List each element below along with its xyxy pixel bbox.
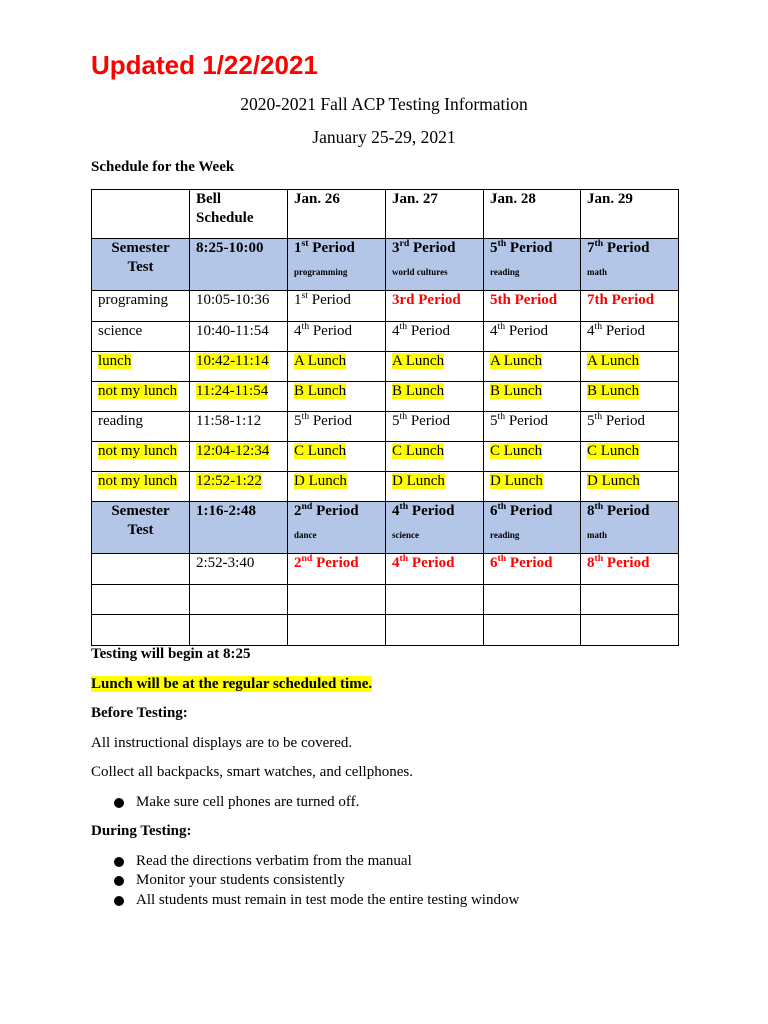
jan-26-cell: [288, 352, 386, 382]
subject-note: world cultures: [392, 267, 448, 277]
list-item: [91, 852, 711, 872]
jan-28-cell: [484, 412, 581, 442]
bell-time: 12:52-1:22: [196, 473, 262, 489]
period-label: Period: [308, 292, 351, 308]
row-semester-test-pm: [92, 502, 679, 554]
column-header-jan-27: [386, 190, 484, 239]
column-header-label: Jan. 27: [392, 191, 438, 207]
empty-cell: [190, 585, 288, 615]
empty-cell: [190, 615, 288, 646]
jan-29-cell: [581, 412, 679, 442]
period-ordinal: th: [497, 238, 507, 249]
bell-time: 10:05-10:36: [196, 292, 270, 308]
empty-cell: [92, 615, 190, 646]
testing-notes: [91, 645, 711, 920]
jan-27-cell: [386, 412, 484, 442]
during-testing-list: [91, 852, 711, 911]
jan-29-cell: [581, 554, 679, 585]
period-number: 5: [587, 413, 595, 429]
schedule-table: [91, 189, 679, 646]
jan-27-cell: [386, 554, 484, 585]
schedule-heading: Schedule for the Week: [91, 159, 235, 175]
jan-28-cell: [484, 502, 581, 554]
jan-26-cell: [288, 291, 386, 322]
empty-cell: [92, 585, 190, 615]
period-number: 1: [294, 240, 302, 256]
activity-cell: [92, 382, 190, 412]
activity-cell: [92, 502, 190, 554]
period-label: Period: [407, 413, 451, 429]
activity-label: science: [98, 323, 143, 339]
bell-time-cell: [190, 472, 288, 502]
before-testing-list: [91, 793, 711, 813]
period-label: Period: [506, 240, 553, 256]
period-label: Period: [312, 555, 359, 571]
updated-date-label: Updated 1/22/2021: [91, 50, 318, 80]
period-label: Period: [309, 323, 353, 339]
bell-time: 11:24-11:54: [196, 383, 269, 399]
bell-time-cell: [190, 442, 288, 472]
period-ordinal: th: [399, 411, 408, 422]
subject-note: science: [392, 530, 419, 540]
before-testing-line: Collect all backpacks, smart watches, and cellphones.: [91, 764, 413, 780]
period-number: 4: [490, 323, 498, 339]
period-label: Period: [308, 240, 355, 256]
bell-time-cell: [190, 382, 288, 412]
period-label: Period: [409, 240, 456, 256]
lunch-label: C Lunch: [392, 443, 445, 459]
jan-26-cell: [288, 502, 386, 554]
period-ordinal: nd: [301, 501, 313, 512]
jan-28-cell: [484, 322, 581, 352]
period-number: 4: [392, 555, 400, 571]
period-number: 5: [392, 413, 400, 429]
list-item: [91, 871, 711, 891]
lunch-label: B Lunch: [392, 383, 445, 399]
jan-29-cell: [581, 352, 679, 382]
list-item-text: All students must remain in test mode the entire testing window: [136, 891, 520, 908]
period-label: Period: [505, 413, 549, 429]
jan-28-cell: [484, 472, 581, 502]
jan-26-cell: [288, 554, 386, 585]
period-text: 3rd Period: [392, 292, 461, 308]
row-lunch-a: [92, 352, 679, 382]
period-number: 3: [392, 240, 400, 256]
bell-time-cell: [190, 554, 288, 585]
period-label: Period: [407, 323, 451, 339]
jan-29-cell: [581, 239, 679, 291]
activity-cell: [92, 239, 190, 291]
activity-label: not my lunch: [98, 383, 178, 399]
testing-dates: January 25-29, 2021: [312, 127, 456, 147]
row-empty: [92, 615, 679, 646]
jan-26-cell: [288, 382, 386, 412]
period-number: 5: [294, 413, 302, 429]
before-testing-line: All instructional displays are to be covered.: [91, 734, 353, 751]
bullet-icon: [114, 896, 124, 906]
period-ordinal: rd: [399, 238, 410, 249]
activity-label: lunch: [98, 353, 132, 369]
period-ordinal: st: [301, 238, 309, 249]
jan-26-cell: [288, 472, 386, 502]
subject-note: dance: [294, 530, 317, 540]
bell-time: 10:42-11:14: [196, 353, 269, 369]
period-text: 5th Period: [490, 292, 558, 308]
row-semester-test-am: [92, 239, 679, 291]
jan-27-cell: [386, 382, 484, 412]
jan-27-cell: [386, 472, 484, 502]
empty-cell: [484, 585, 581, 615]
lunch-label: A Lunch: [490, 353, 543, 369]
jan-29-cell: [581, 502, 679, 554]
bell-time-cell: [190, 291, 288, 322]
column-header-label: Jan. 26: [294, 191, 340, 207]
activity-label: reading: [98, 413, 143, 429]
lunch-label: D Lunch: [392, 473, 445, 489]
period-ordinal: nd: [301, 553, 313, 564]
jan-29-cell: [581, 291, 679, 322]
period-label: Period: [506, 503, 553, 519]
lunch-note: Lunch will be at the regular scheduled time.: [91, 675, 373, 692]
bell-time: 1:16-2:48: [196, 503, 256, 519]
activity-label: not my lunch: [98, 443, 178, 459]
period-ordinal: th: [497, 321, 506, 332]
bullet-icon: [114, 876, 124, 886]
jan-28-cell: [484, 239, 581, 291]
lunch-label: B Lunch: [587, 383, 640, 399]
table-header-row: [92, 190, 679, 239]
jan-26-cell: [288, 442, 386, 472]
bell-time: 11:58-1:12: [196, 413, 262, 429]
jan-27-cell: [386, 442, 484, 472]
period-number: 4: [392, 323, 400, 339]
bullet-icon: [114, 857, 124, 867]
empty-cell: [581, 615, 679, 646]
activity-cell: [92, 554, 190, 585]
column-header-jan-28: [484, 190, 581, 239]
testing-start-note: Testing will begin at 8:25: [91, 646, 251, 662]
list-item: [91, 891, 711, 911]
jan-28-cell: [484, 291, 581, 322]
period-label: Period: [603, 555, 650, 571]
period-ordinal: st: [301, 290, 309, 301]
empty-cell: [288, 615, 386, 646]
period-ordinal: th: [594, 321, 603, 332]
period-number: 7: [587, 240, 595, 256]
period-number: 5: [490, 240, 498, 256]
period-label: Period: [408, 555, 455, 571]
period-ordinal: th: [399, 321, 408, 332]
row-lunch-b: [92, 382, 679, 412]
period-ordinal: th: [399, 501, 409, 512]
document-title: 2020-2021 Fall ACP Testing Information: [240, 94, 528, 114]
row-final-period: [92, 554, 679, 585]
jan-27-cell: [386, 502, 484, 554]
before-testing-heading: Before Testing:: [91, 705, 188, 721]
activity-label: Semester Test: [111, 240, 170, 275]
activity-cell: [92, 412, 190, 442]
period-label: Period: [312, 503, 359, 519]
row-lunch-d: [92, 472, 679, 502]
column-header-bell-schedule: [190, 190, 288, 239]
subject-note: reading: [490, 530, 520, 540]
bullet-icon: [114, 798, 124, 808]
period-ordinal: th: [301, 321, 310, 332]
activity-label: programing: [98, 292, 168, 308]
jan-29-cell: [581, 472, 679, 502]
empty-cell: [386, 585, 484, 615]
jan-28-cell: [484, 352, 581, 382]
period-ordinal: th: [301, 411, 310, 422]
column-header-label: Jan. 29: [587, 191, 633, 207]
bell-time: 10:40-11:54: [196, 323, 269, 339]
lunch-note-paragraph: [91, 675, 711, 695]
period-text: 7th Period: [587, 292, 655, 308]
row-empty: [92, 585, 679, 615]
empty-cell: [484, 615, 581, 646]
activity-cell: [92, 472, 190, 502]
during-testing-heading: During Testing:: [91, 823, 192, 839]
empty-cell: [386, 615, 484, 646]
lunch-label: D Lunch: [587, 473, 640, 489]
period-number: 1: [294, 292, 302, 308]
activity-cell: [92, 442, 190, 472]
subject-note: math: [587, 267, 607, 277]
period-number: 6: [490, 503, 498, 519]
period-ordinal: th: [594, 411, 603, 422]
period-number: 8: [587, 555, 595, 571]
row-science: [92, 322, 679, 352]
period-number: 8: [587, 503, 595, 519]
row-programing: [92, 291, 679, 322]
activity-cell: [92, 352, 190, 382]
corner-cell: [92, 190, 190, 239]
period-number: 6: [490, 555, 498, 571]
lunch-label: B Lunch: [490, 383, 543, 399]
lunch-label: D Lunch: [490, 473, 543, 489]
lunch-label: B Lunch: [294, 383, 347, 399]
activity-cell: [92, 291, 190, 322]
jan-28-cell: [484, 554, 581, 585]
list-item-text: Monitor your students consistently: [136, 872, 345, 888]
empty-cell: [581, 585, 679, 615]
column-header-jan-29: [581, 190, 679, 239]
period-label: Period: [602, 413, 646, 429]
bell-time-cell: [190, 239, 288, 291]
list-item-text: Read the directions verbatim from the manual: [136, 852, 412, 869]
jan-29-cell: [581, 322, 679, 352]
column-header-label: Jan. 28: [490, 191, 536, 207]
subject-note: programming: [294, 267, 348, 277]
activity-label: not my lunch: [98, 473, 178, 489]
period-label: Period: [602, 323, 646, 339]
lunch-label: A Lunch: [294, 353, 347, 369]
period-ordinal: th: [594, 501, 604, 512]
lunch-label: C Lunch: [294, 443, 347, 459]
bell-time-cell: [190, 322, 288, 352]
bell-time: 8:25-10:00: [196, 240, 264, 256]
bell-time-cell: [190, 502, 288, 554]
jan-27-cell: [386, 291, 484, 322]
period-label: Period: [309, 413, 353, 429]
bell-time-cell: [190, 352, 288, 382]
period-number: 5: [490, 413, 498, 429]
jan-27-cell: [386, 322, 484, 352]
lunch-label: A Lunch: [587, 353, 640, 369]
subject-note: math: [587, 530, 607, 540]
period-ordinal: th: [497, 553, 507, 564]
lunch-label: A Lunch: [392, 353, 445, 369]
subject-note: reading: [490, 267, 520, 277]
bell-time-cell: [190, 412, 288, 442]
jan-26-cell: [288, 412, 386, 442]
period-ordinal: th: [497, 501, 507, 512]
period-number: 4: [294, 323, 302, 339]
bell-time: 2:52-3:40: [196, 555, 255, 571]
lunch-label: C Lunch: [490, 443, 543, 459]
lunch-label: D Lunch: [294, 473, 347, 489]
empty-cell: [288, 585, 386, 615]
period-number: 2: [294, 503, 302, 519]
period-label: Period: [603, 240, 650, 256]
activity-cell: [92, 322, 190, 352]
period-label: Period: [603, 503, 650, 519]
period-ordinal: th: [594, 238, 604, 249]
period-ordinal: th: [399, 553, 409, 564]
jan-29-cell: [581, 442, 679, 472]
jan-26-cell: [288, 239, 386, 291]
list-item-text: Make sure cell phones are turned off.: [136, 793, 360, 810]
row-lunch-c: [92, 442, 679, 472]
activity-label: Semester Test: [111, 503, 170, 538]
period-number: 4: [587, 323, 595, 339]
column-header-jan-26: [288, 190, 386, 239]
period-number: 2: [294, 555, 302, 571]
jan-28-cell: [484, 442, 581, 472]
period-number: 4: [392, 503, 400, 519]
list-item: [91, 793, 711, 813]
bell-time: 12:04-12:34: [196, 443, 270, 459]
jan-29-cell: [581, 382, 679, 412]
column-header-label: Bell Schedule: [196, 191, 254, 226]
jan-26-cell: [288, 322, 386, 352]
period-ordinal: th: [497, 411, 506, 422]
jan-27-cell: [386, 239, 484, 291]
period-label: Period: [505, 323, 549, 339]
lunch-label: C Lunch: [587, 443, 640, 459]
period-ordinal: th: [594, 553, 604, 564]
period-label: Period: [506, 555, 553, 571]
jan-27-cell: [386, 352, 484, 382]
period-label: Period: [408, 503, 455, 519]
row-reading: [92, 412, 679, 442]
jan-28-cell: [484, 382, 581, 412]
table-body: [92, 190, 679, 646]
